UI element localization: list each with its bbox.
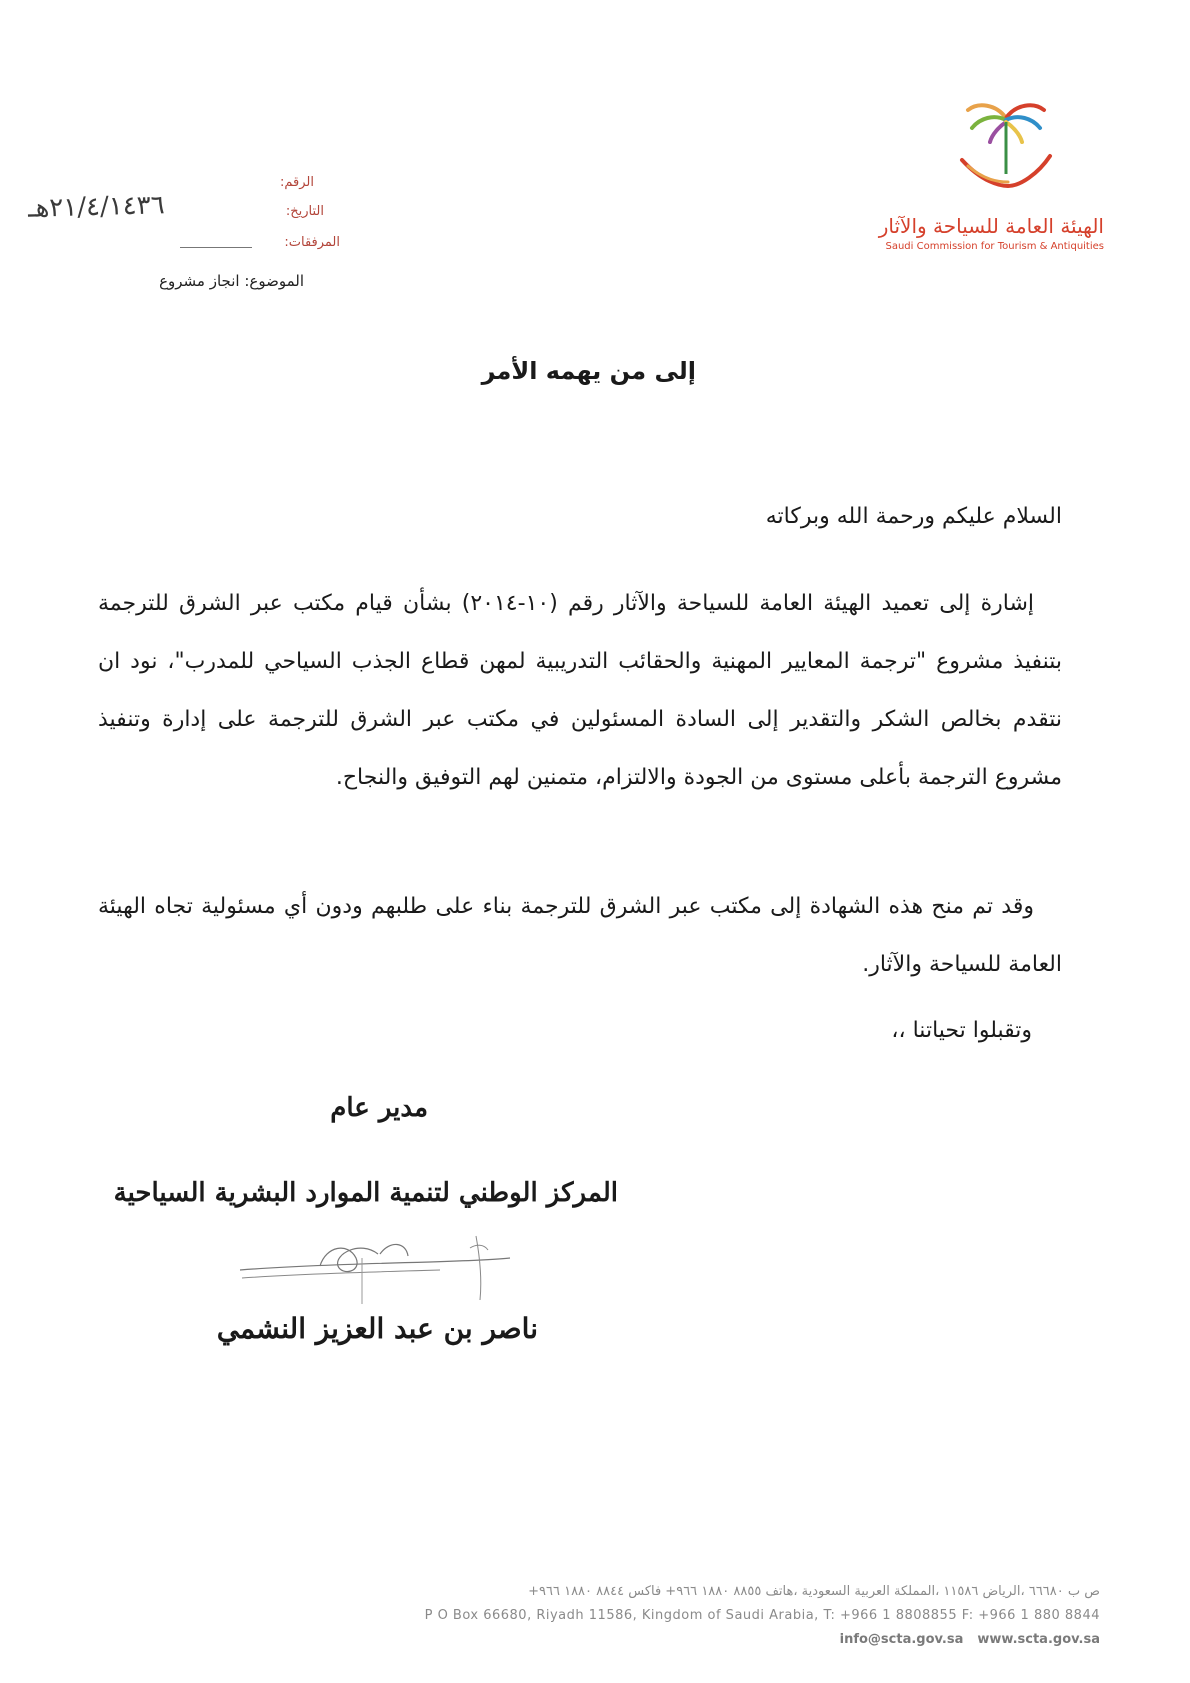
signatory-name: ناصر بن عبد العزيز النشمي bbox=[216, 1312, 538, 1345]
date-label: التاريخ: bbox=[285, 204, 324, 219]
attachments-label: المرفقات: bbox=[284, 235, 340, 250]
reference-label: الرقم: bbox=[280, 175, 314, 190]
logo-english-name: Saudi Commission for Tourism & Antiquities bbox=[885, 241, 1104, 252]
footer-email-link[interactable]: info@scta.gov.sa bbox=[839, 1632, 964, 1647]
handwritten-signature bbox=[230, 1228, 530, 1308]
paragraph-certificate: وقد تم منح هذه الشهادة إلى مكتب عبر الشرق للترجمة بناء على طلبهم ودون أي مسئولية تجاه الهيئة العامة للسياحة والآثار. bbox=[98, 894, 1062, 977]
signatory-organization: المركز الوطني لتنمية الموارد البشرية السياحية bbox=[113, 1178, 618, 1208]
subject-line: الموضوع: انجاز مشروع bbox=[159, 272, 304, 290]
palm-tree-icon bbox=[956, 96, 1056, 196]
logo-arabic-name: الهيئة العامة للسياحة والآثار bbox=[878, 214, 1104, 238]
footer-address-arabic: ص ب ٦٦٦٨٠ ،الرياض ١١٥٨٦ ،المملكة العربية السعودية ،هاتف ٨٨٥٥ ١٨٨٠ ٩٦٦+ فاكس ٨٨٤٤ ١٨٨٠ ٩٦٦+ bbox=[528, 1584, 1100, 1599]
greeting: السلام عليكم ورحمة الله وبركاته bbox=[765, 504, 1062, 529]
footer-website-link[interactable]: www.scta.gov.sa bbox=[977, 1632, 1100, 1647]
footer-address-english: P O Box 66680, Riyadh 11586, Kingdom of Saudi Arabia, T: +966 1 8808855 F: +966 1 880 8844 bbox=[424, 1608, 1100, 1623]
letter-heading: إلى من يهمه الأمر bbox=[481, 357, 696, 385]
signatory-title: مدير عام bbox=[330, 1093, 428, 1123]
attachments-blank-line bbox=[180, 247, 252, 248]
footer-contact bbox=[826, 1632, 1100, 1647]
scta-logo bbox=[878, 96, 1108, 256]
paragraph-main: إشارة إلى تعميد الهيئة العامة للسياحة والآثار رقم (١٠-٢٠١٤) بشأن قيام مكتب عبر الشرق للترجمة بتنفيذ مشروع "ترجمة المعايير المهنية والحقائب التدريبية لمهن قطاع الجذب السياحي للمدرب"، نود ان نتقدم بخالص الشكر والتقدير إلى السادة المسئولين في مكتب عبر الشرق للترجمة على إدارة وتنفيذ مشروع الترجمة بأعلى مستوى من الجودة والالتزام، متمنين لهم التوفيق والنجاح. bbox=[98, 591, 1062, 790]
date-value: ٢١/٤/١٤٣٦هـ bbox=[27, 190, 165, 224]
closing: وتقبلوا تحياتنا ،، bbox=[891, 1018, 1032, 1043]
